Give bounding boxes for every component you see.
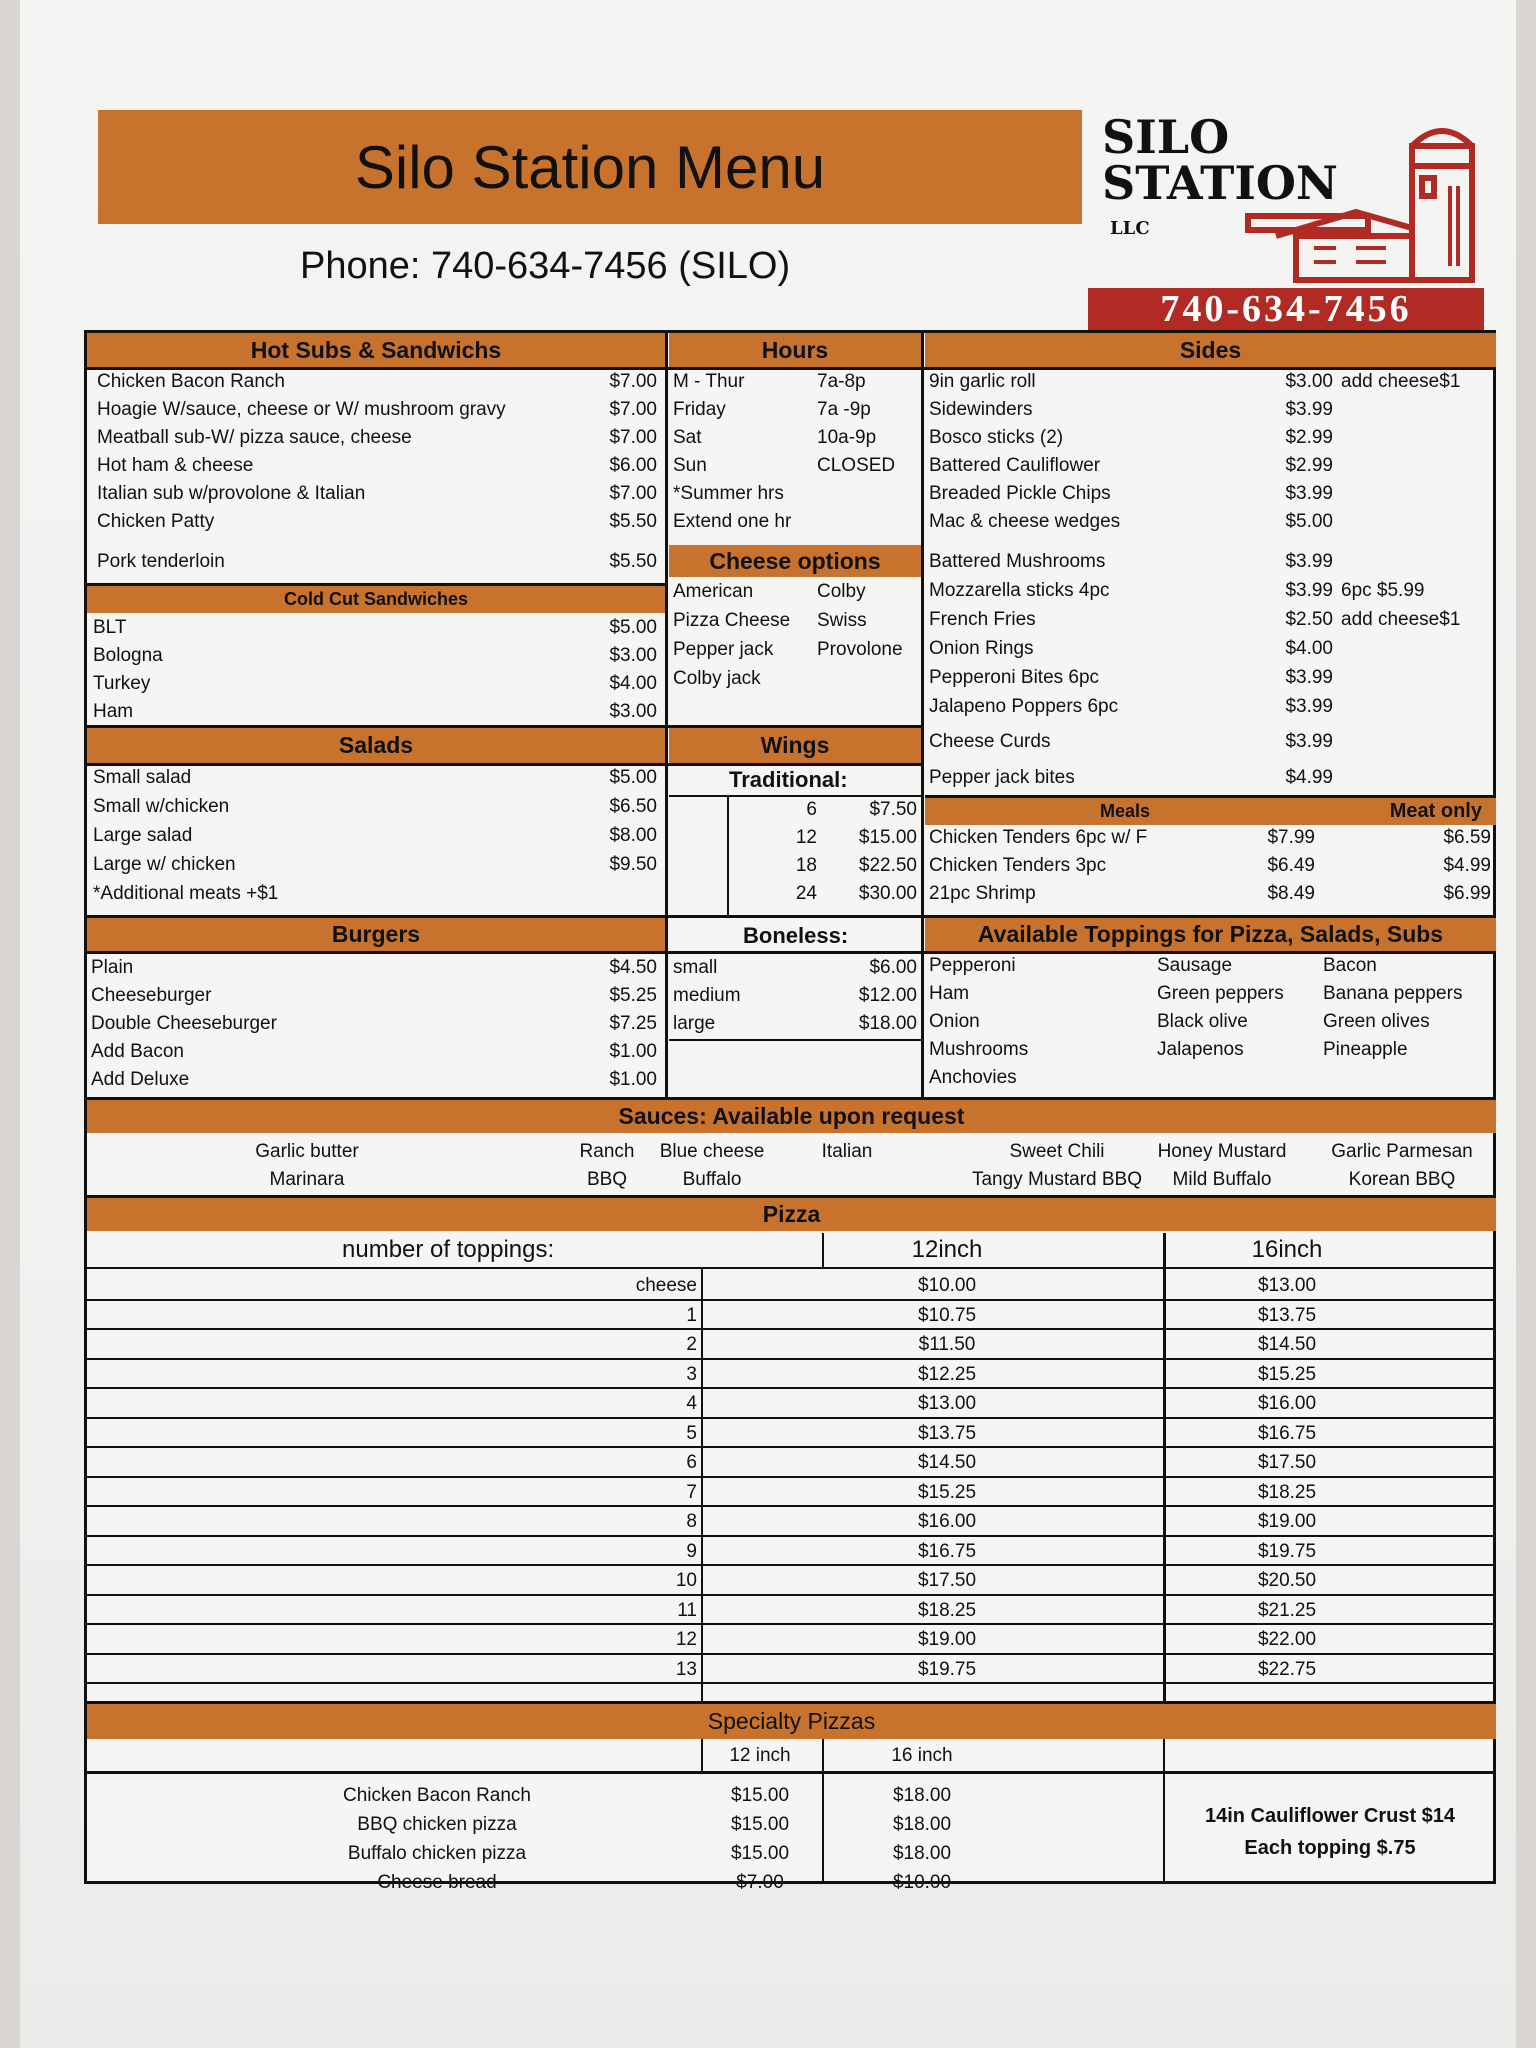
cheese-option: American — [673, 581, 754, 602]
boneless-size: small — [673, 957, 718, 978]
divider — [669, 795, 921, 797]
sauces-header: Sauces: Available upon request — [87, 1099, 1496, 1133]
specialty-size-16: 16 inch — [891, 1745, 953, 1766]
topping-item: Mushrooms — [929, 1039, 1029, 1060]
specialty-name: Chicken Bacon Ranch — [343, 1785, 531, 1806]
burger-name: Double Cheeseburger — [91, 1013, 277, 1034]
meal-name: Chicken Tenders 3pc — [929, 855, 1107, 876]
meal-name: Chicken Tenders 6pc w/ F — [929, 827, 1148, 848]
side-price: $3.99 — [1285, 483, 1333, 504]
hot-sub-name: Pork tenderloin — [97, 551, 225, 572]
wings-count: 6 — [806, 799, 817, 820]
pizza-price-12: $13.75 — [917, 1422, 977, 1444]
side-price: $4.00 — [1285, 638, 1333, 659]
specialty-price-16: $10.00 — [892, 1872, 952, 1893]
pizza-header: Pizza — [87, 1197, 1496, 1231]
salad-name: Large salad — [93, 825, 193, 846]
cold-cut-price: $5.00 — [609, 617, 657, 638]
pizza-topping-count: 2 — [686, 1334, 697, 1355]
pizza-topping-count: 8 — [686, 1511, 697, 1532]
boneless-price: $6.00 — [869, 957, 917, 978]
salad-price: $6.50 — [609, 796, 657, 817]
topping-price-note: Each topping $.75 — [1244, 1837, 1416, 1859]
sauces-list — [87, 1137, 1496, 1193]
specialty-price-16: $18.00 — [892, 1785, 952, 1806]
sides-header: Sides — [925, 333, 1496, 367]
pizza-size-16: 16inch — [1251, 1236, 1323, 1263]
boneless-price: $12.00 — [858, 985, 917, 1006]
salad-name: Small w/chicken — [93, 796, 230, 817]
pizza-price-16: $13.00 — [1257, 1275, 1317, 1296]
salad-name: Large w/ chicken — [93, 854, 236, 875]
hot-sub-name: Hot ham & cheese — [97, 455, 254, 476]
cheese-option: Provolone — [817, 639, 903, 660]
menu-title: Silo Station Menu — [354, 133, 826, 201]
divider — [822, 1233, 824, 1269]
cheese-option: Colby jack — [673, 668, 761, 689]
cold-cut-price: $3.00 — [609, 645, 657, 666]
pizza-price-12: $17.50 — [917, 1570, 977, 1591]
topping-item: Pepperoni — [929, 955, 1016, 976]
wings-price: $15.00 — [858, 827, 917, 848]
divider — [87, 951, 1496, 954]
divider — [87, 725, 921, 728]
pizza-price-16: $21.25 — [1257, 1599, 1317, 1621]
pizza-topping-count: 9 — [686, 1540, 697, 1562]
hours-time: 7a -9p — [817, 399, 871, 420]
specialty-price-12: $15.00 — [730, 1814, 790, 1835]
divider — [87, 1097, 1496, 1100]
hot-sub-name: Chicken Patty — [97, 511, 215, 532]
meal-meat-price: $6.59 — [1443, 827, 1491, 848]
side-note: add cheese$1 — [1341, 371, 1461, 392]
pizza-price-12: $12.25 — [917, 1363, 977, 1385]
hot-sub-price: $5.50 — [609, 551, 657, 572]
pizza-topping-count: 13 — [675, 1658, 697, 1680]
hot-sub-price: $6.00 — [609, 455, 657, 476]
wings-count: 12 — [795, 827, 817, 848]
salads-header: Salads — [87, 727, 665, 763]
sauce-item: Mild Buffalo — [1172, 1169, 1272, 1190]
pizza-topping-count: 7 — [686, 1481, 697, 1503]
pizza-price-16: $19.00 — [1257, 1511, 1317, 1532]
salad-price: $9.50 — [609, 854, 657, 875]
meal-price: $7.99 — [1267, 827, 1315, 848]
cheese-option: Pizza Cheese — [673, 610, 791, 631]
topping-item: Ham — [929, 983, 970, 1004]
sauce-item: Italian — [821, 1141, 873, 1162]
pizza-price-12: $19.75 — [917, 1658, 977, 1680]
pizza-price-12: $10.00 — [917, 1275, 977, 1296]
pizza-price-16: $22.00 — [1257, 1629, 1317, 1650]
side-price: $2.50 — [1285, 609, 1333, 630]
wings-count: 18 — [795, 855, 817, 876]
cheese-header: Cheese options — [669, 545, 921, 577]
meat-only-header: Meat only — [1325, 797, 1496, 825]
logo-word-llc: LLC — [1110, 218, 1150, 239]
hot-sub-price: $7.00 — [609, 371, 657, 392]
wings-boneless-label: Boneless: — [743, 923, 849, 948]
pizza-topping-count: cheese — [635, 1275, 697, 1296]
burger-name: Add Deluxe — [91, 1069, 190, 1090]
meal-meat-price: $4.99 — [1443, 855, 1491, 876]
meal-price: $8.49 — [1267, 883, 1315, 904]
cold-cut-name: Turkey — [93, 673, 151, 694]
burger-name: Cheeseburger — [91, 985, 212, 1006]
salad-price: $8.00 — [609, 825, 657, 846]
divider — [669, 1039, 921, 1041]
divider — [87, 1771, 1496, 1774]
pizza-topping-count: 11 — [677, 1599, 697, 1621]
burger-price: $1.00 — [609, 1041, 657, 1062]
specialty-price-16: $18.00 — [892, 1843, 952, 1864]
divider — [87, 763, 921, 766]
cheese-option: Colby — [817, 581, 866, 602]
divider — [87, 1701, 1496, 1704]
cheese-option: Swiss — [817, 610, 867, 631]
side-name: Mac & cheese wedges — [929, 511, 1121, 532]
pizza-price-16: $22.75 — [1257, 1658, 1317, 1680]
pizza-price-16: $20.50 — [1257, 1570, 1317, 1591]
divider — [665, 333, 668, 1099]
pizza-toppings-label: number of toppings: — [342, 1236, 555, 1263]
pizza-price-16: $19.75 — [1257, 1540, 1317, 1562]
hours-time: 7a-8p — [817, 371, 866, 392]
sauce-item: Ranch — [579, 1141, 635, 1162]
cauliflower-crust-note: 14in Cauliflower Crust $14 — [1204, 1805, 1456, 1827]
pizza-topping-count: 12 — [675, 1629, 697, 1650]
pizza-price-16: $18.25 — [1257, 1481, 1317, 1503]
cold-cut-header: Cold Cut Sandwiches — [87, 585, 665, 613]
pizza-price-16: $13.75 — [1257, 1304, 1317, 1326]
sauce-item: BBQ — [586, 1169, 628, 1190]
side-price: $3.99 — [1285, 696, 1333, 717]
hot-sub-price: $7.00 — [609, 399, 657, 420]
divider — [87, 367, 1496, 370]
pizza-price-12: $10.75 — [917, 1304, 977, 1326]
pizza-topping-count: 5 — [686, 1422, 697, 1444]
pizza-topping-count: 4 — [686, 1393, 697, 1414]
side-price: $3.99 — [1285, 580, 1333, 601]
pizza-price-12: $18.25 — [917, 1599, 977, 1621]
pizza-price-12: $14.50 — [917, 1452, 977, 1473]
topping-item: Onion — [929, 1011, 980, 1032]
logo-phone: 740-634-7456 — [1088, 288, 1484, 330]
specialty-name: Buffalo chicken pizza — [347, 1843, 527, 1864]
hot-sub-name: Hoagie W/sauce, cheese or W/ mushroom gravy — [97, 399, 506, 420]
pizza-price-16: $16.00 — [1257, 1393, 1317, 1414]
pizza-topping-count: 10 — [675, 1570, 697, 1591]
hot-sub-name: Italian sub w/provolone & Italian — [97, 483, 366, 504]
sauce-item: Garlic Parmesan — [1331, 1141, 1473, 1162]
wings-price: $30.00 — [858, 883, 917, 904]
burgers-header: Burgers — [87, 917, 665, 951]
divider — [727, 795, 729, 915]
pizza-size-12: 12inch — [911, 1236, 983, 1263]
hours-day: *Summer hrs — [673, 483, 784, 504]
hot-sub-price: $7.00 — [609, 427, 657, 448]
side-price: $3.99 — [1285, 399, 1333, 420]
hours-time: CLOSED — [817, 455, 896, 476]
side-name: 9in garlic roll — [929, 371, 1036, 392]
meal-meat-price: $6.99 — [1443, 883, 1491, 904]
side-name: Bosco sticks (2) — [929, 427, 1064, 448]
meal-price: $6.49 — [1267, 855, 1315, 876]
hot-sub-name: Meatball sub-W/ pizza sauce, cheese — [97, 427, 412, 448]
hours-day: Sun — [673, 455, 707, 476]
pizza-price-16: $14.50 — [1257, 1334, 1317, 1355]
specialty-name: Cheese bread — [377, 1872, 497, 1893]
cold-cut-name: BLT — [93, 617, 127, 638]
pizza-price-12: $13.00 — [917, 1393, 977, 1414]
phone-line: Phone: 740-634-7456 (SILO) — [300, 245, 791, 287]
side-price: $2.99 — [1285, 427, 1333, 448]
specialty-price-12: $7.00 — [736, 1872, 784, 1893]
side-name: Cheese Curds — [929, 731, 1051, 752]
salad-name: *Additional meats +$1 — [93, 883, 279, 904]
wings-traditional-label: Traditional: — [729, 767, 848, 792]
boneless-price: $18.00 — [858, 1013, 917, 1034]
divider — [701, 1739, 703, 1771]
wings-count: 24 — [795, 883, 817, 904]
burger-price: $1.00 — [609, 1069, 657, 1090]
topping-item: Black olive — [1157, 1011, 1248, 1032]
sauce-item: Korean BBQ — [1348, 1169, 1456, 1190]
specialty-name: BBQ chicken pizza — [357, 1814, 517, 1835]
wings-price: $7.50 — [869, 799, 917, 820]
sauce-item: Marinara — [269, 1169, 345, 1190]
topping-item: Pineapple — [1323, 1039, 1408, 1060]
pizza-price-12: $15.25 — [917, 1481, 977, 1503]
pizza-price-12: $16.00 — [917, 1511, 977, 1532]
side-name: Sidewinders — [929, 399, 1033, 420]
specialty-price-12: $15.00 — [730, 1843, 790, 1864]
pizza-price-12: $11.50 — [918, 1334, 976, 1355]
topping-item: Jalapenos — [1157, 1039, 1244, 1060]
specialty-header: Specialty Pizzas — [87, 1703, 1496, 1739]
topping-item: Green peppers — [1157, 983, 1284, 1004]
cold-cut-name: Ham — [93, 701, 134, 722]
side-name: Breaded Pickle Chips — [929, 483, 1111, 504]
divider — [921, 333, 924, 1099]
side-note: add cheese$1 — [1341, 609, 1461, 630]
sauce-item: Blue cheese — [659, 1141, 765, 1162]
burger-name: Plain — [91, 957, 134, 978]
divider — [1163, 1739, 1165, 1881]
side-note: 6pc $5.99 — [1341, 580, 1425, 601]
meal-name: 21pc Shrimp — [929, 883, 1036, 904]
pizza-price-16: $15.25 — [1257, 1363, 1317, 1385]
logo-word-silo: SILO — [1102, 110, 1230, 164]
burger-price: $5.25 — [609, 985, 657, 1006]
cold-cut-price: $3.00 — [609, 701, 657, 722]
divider — [925, 795, 1496, 798]
burger-price: $7.25 — [609, 1013, 657, 1034]
logo-word-station: STATION — [1102, 156, 1338, 210]
topping-item: Banana peppers — [1323, 983, 1463, 1004]
hours-header: Hours — [669, 333, 921, 367]
side-name: Mozzarella sticks 4pc — [929, 580, 1110, 601]
meals-header: Meals — [925, 797, 1325, 825]
side-price: $3.99 — [1285, 667, 1333, 688]
boneless-size: medium — [673, 985, 741, 1006]
specialty-price-16: $18.00 — [892, 1814, 952, 1835]
cheese-option: Pepper jack — [673, 639, 774, 660]
silo-station-logo — [1088, 108, 1484, 330]
burger-name: Add Bacon — [91, 1041, 184, 1062]
divider — [87, 583, 665, 586]
hot-sub-price: $5.50 — [609, 511, 657, 532]
pizza-price-12: $16.75 — [917, 1540, 977, 1562]
hours-day: Friday — [673, 399, 726, 420]
side-price: $3.00 — [1285, 371, 1333, 392]
hours-day: Sat — [673, 427, 702, 448]
side-price: $4.99 — [1285, 767, 1333, 788]
hours-time: 10a-9p — [817, 427, 877, 448]
cold-cut-price: $4.00 — [609, 673, 657, 694]
sauce-item: Honey Mustard — [1157, 1141, 1287, 1162]
divider — [822, 1739, 824, 1881]
topping-item: Bacon — [1323, 955, 1377, 976]
divider — [1163, 1233, 1166, 1701]
wings-header: Wings — [669, 727, 921, 763]
burger-price: $4.50 — [609, 957, 657, 978]
pizza-topping-count: 1 — [686, 1304, 697, 1326]
pizza-price-16: $17.50 — [1257, 1452, 1317, 1473]
divider — [87, 1195, 1496, 1198]
menu-title-banner — [98, 110, 1082, 224]
pizza-price-12: $19.00 — [917, 1629, 977, 1650]
side-name: Onion Rings — [929, 638, 1034, 659]
side-name: Battered Mushrooms — [929, 551, 1106, 572]
side-name: French Fries — [929, 609, 1036, 630]
side-name: Pepper jack bites — [929, 767, 1075, 788]
specialty-size-12: 12 inch — [729, 1745, 791, 1766]
hot-sub-name: Chicken Bacon Ranch — [97, 371, 285, 392]
side-name: Battered Cauliflower — [929, 455, 1101, 476]
side-price: $3.99 — [1285, 551, 1333, 572]
salad-price: $5.00 — [609, 767, 657, 788]
sauce-item: Sweet Chili — [1009, 1141, 1105, 1162]
specialty-table — [87, 1739, 1496, 1893]
side-price: $2.99 — [1285, 455, 1333, 476]
side-name: Pepperoni Bites 6pc — [929, 667, 1100, 688]
hours-day: Extend one hr — [673, 511, 792, 532]
hours-day: M - Thur — [673, 371, 745, 392]
sauce-item: Tangy Mustard BBQ — [971, 1169, 1143, 1190]
toppings-header: Available Toppings for Pizza, Salads, Subs — [925, 917, 1496, 951]
divider — [87, 915, 1496, 918]
pizza-price-16: $16.75 — [1257, 1422, 1317, 1444]
salad-name: Small salad — [93, 767, 192, 788]
cold-cut-name: Bologna — [93, 645, 163, 666]
sauce-item: Buffalo — [682, 1169, 742, 1190]
sauce-item: Garlic butter — [255, 1141, 359, 1162]
wings-price: $22.50 — [858, 855, 917, 876]
hot-sub-price: $7.00 — [609, 483, 657, 504]
pizza-topping-count: 3 — [686, 1363, 697, 1385]
pizza-topping-count: 6 — [686, 1452, 697, 1473]
menu-grid — [84, 330, 1496, 1893]
specialty-price-12: $15.00 — [730, 1785, 790, 1806]
divider — [701, 1269, 703, 1701]
topping-item: Green olives — [1323, 1011, 1430, 1032]
side-name: Jalapeno Poppers 6pc — [929, 696, 1119, 717]
hot-subs-header: Hot Subs & Sandwichs — [87, 333, 665, 367]
silo-barn-icon — [1236, 116, 1484, 286]
topping-item: Sausage — [1157, 955, 1233, 976]
boneless-size: large — [673, 1013, 716, 1034]
side-price: $5.00 — [1285, 511, 1333, 532]
topping-item: Anchovies — [929, 1067, 1017, 1088]
side-price: $3.99 — [1285, 731, 1333, 752]
